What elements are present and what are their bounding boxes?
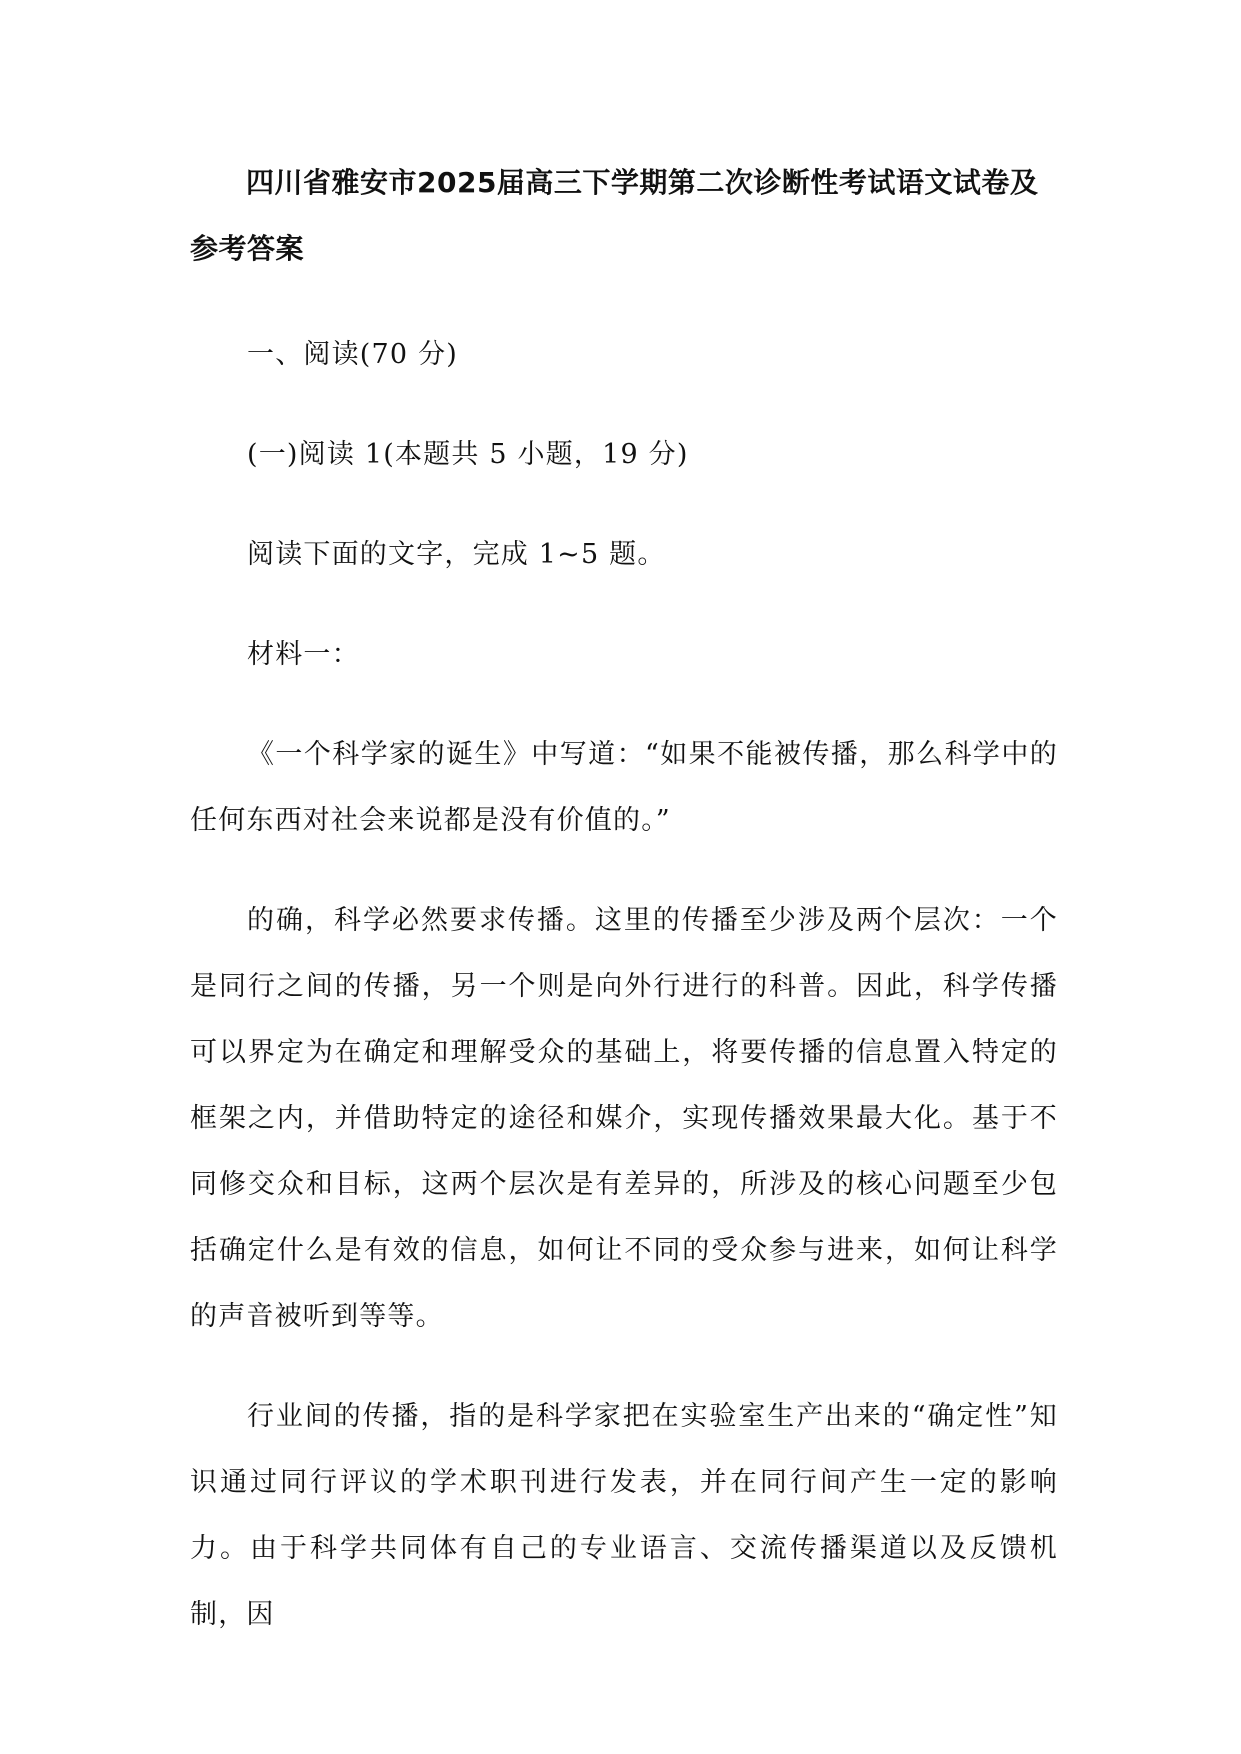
section-heading: 一、阅读(70 分) (247, 339, 459, 370)
spacer (190, 388, 1058, 422)
spacer (190, 488, 1058, 522)
spacer (190, 854, 1058, 888)
paragraph: 行业间的传播，指的是科学家把在实验室生产出来的“确定性”知识通过同行评议的学术职刊进行发表，并在同行间产生一定的影响力。由于科学共同体有自己的专业语言、交流传播渠道以及反馈机制，因 (190, 1401, 1058, 1630)
subsection-heading: (一)阅读 1(本题共 5 小题，19 分) (247, 439, 689, 470)
paragraph: 的确，科学必然要求传播。这里的传播至少涉及两个层次：一个是同行之间的传播，另一个则是向外行进行的科普。因此，科学传播可以界定为在确定和理解受众的基础上，将要传播的信息置入特定的框架之内，并借助特定的途径和媒介，实现传播效果最大化。基于不同修交众和目标，这两个层次是有差异的，所涉及的核心问题至少包括确定什么是有效的信息，如何让不同的受众参与进来，如何让科学的声音被听到等等。 (190, 905, 1058, 1332)
spacer (190, 588, 1058, 622)
document-body (190, 150, 1058, 1648)
paragraph: 《一个科学家的诞生》中写道：“如果不能被传播，那么科学中的任何东西对社会来说都是没有价值的。” (190, 739, 1058, 836)
document-title: 四川省雅安市2025届高三下学期第二次诊断性考试语文试卷及参考答案 (190, 166, 1039, 265)
instruction-text: 阅读下面的文字，完成 1~5 题。 (247, 539, 666, 570)
spacer (190, 1350, 1058, 1384)
spacer (190, 282, 1058, 322)
material-label: 材料一： (247, 639, 360, 670)
spacer (190, 688, 1058, 722)
